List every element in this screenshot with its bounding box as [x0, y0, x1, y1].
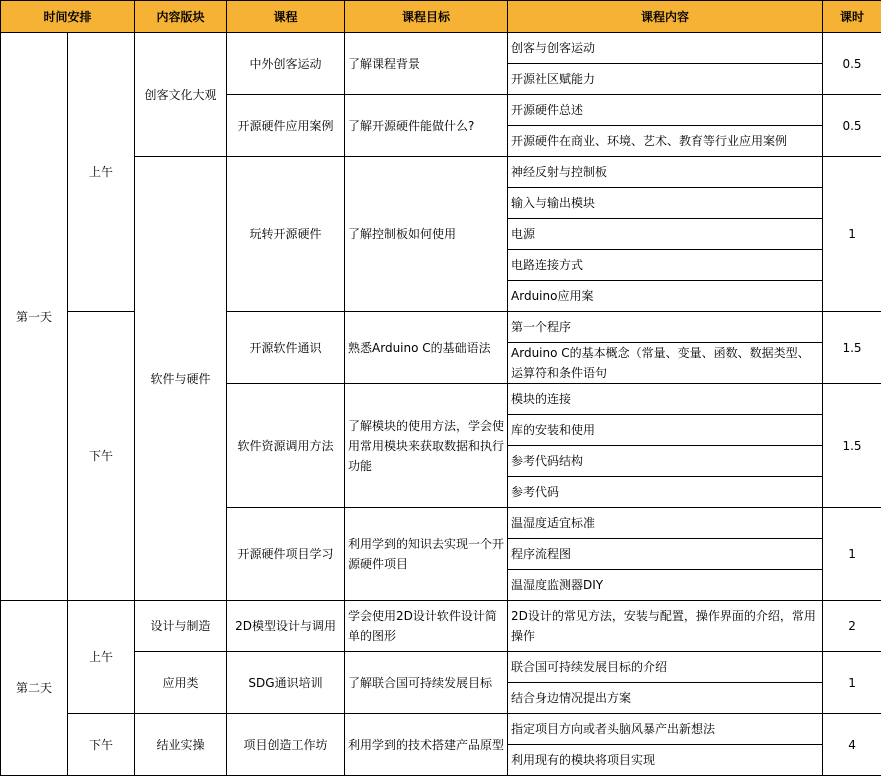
hours-cell: 1.5	[823, 384, 881, 508]
day-cell: 第二天	[1, 601, 68, 776]
course-cell: 开源软件通识	[227, 312, 345, 384]
period-cell: 上午	[68, 33, 135, 312]
hours-cell: 0.5	[823, 33, 881, 95]
content-cell: 模块的连接	[508, 384, 823, 415]
hours-cell: 0.5	[823, 95, 881, 157]
goal-cell: 学会使用2D设计软件设计简单的图形	[345, 601, 508, 652]
module-cell: 设计与制造	[135, 601, 227, 652]
table-row	[1, 33, 881, 64]
content-cell: 库的安装和使用	[508, 415, 823, 446]
content-cell: 神经反射与控制板	[508, 157, 823, 188]
content-cell: 指定项目方向或者头脑风暴产出新想法	[508, 714, 823, 745]
course-cell: 玩转开源硬件	[227, 157, 345, 312]
module-cell: 结业实操	[135, 714, 227, 776]
hours-cell: 4	[823, 714, 881, 776]
course-cell: 开源硬件项目学习	[227, 508, 345, 601]
hours-cell: 1	[823, 508, 881, 601]
goal-cell: 利用学到的知识去实现一个开源硬件项目	[345, 508, 508, 601]
goal-cell: 熟悉Arduino C的基础语法	[345, 312, 508, 384]
header-goal: 课程目标	[345, 1, 508, 33]
period-cell: 上午	[68, 601, 135, 714]
content-cell: 输入与输出模块	[508, 188, 823, 219]
course-cell: 项目创造工作坊	[227, 714, 345, 776]
content-cell: 参考代码	[508, 477, 823, 508]
header-row	[1, 1, 881, 33]
content-cell: 利用现有的模块将项目实现	[508, 745, 823, 776]
header-module: 内容版块	[135, 1, 227, 33]
goal-cell: 了解课程背景	[345, 33, 508, 95]
goal-cell: 利用学到的技术搭建产品原型	[345, 714, 508, 776]
course-cell: SDG通识培训	[227, 652, 345, 714]
content-cell: 2D设计的常见方法，安装与配置，操作界面的介绍，常用操作	[508, 601, 823, 652]
module-cell: 应用类	[135, 652, 227, 714]
hours-cell: 1	[823, 157, 881, 312]
day-cell: 第一天	[1, 33, 68, 601]
content-cell: Arduino C的基本概念（常量、变量、函数、数据类型、运算符和条件语句	[508, 343, 823, 384]
hours-cell: 2	[823, 601, 881, 652]
header-content: 课程内容	[508, 1, 823, 33]
header-hours: 课时	[823, 1, 881, 33]
course-cell: 中外创客运动	[227, 33, 345, 95]
hours-cell: 1	[823, 652, 881, 714]
module-cell: 创客文化大观	[135, 33, 227, 157]
content-cell: 开源硬件在商业、环境、艺术、教育等行业应用案例	[508, 126, 823, 157]
period-cell: 下午	[68, 714, 135, 776]
goal-cell: 了解联合国可持续发展目标	[345, 652, 508, 714]
goal-cell: 了解开源硬件能做什么?	[345, 95, 508, 157]
content-cell: 开源社区赋能力	[508, 64, 823, 95]
content-cell: 电路连接方式	[508, 250, 823, 281]
table-row	[1, 312, 881, 343]
goal-cell: 了解模块的使用方法，学会使用常用模块来获取数据和执行功能	[345, 384, 508, 508]
content-cell: Arduino应用案	[508, 281, 823, 312]
module-cell: 软件与硬件	[135, 157, 227, 601]
table-row	[1, 714, 881, 745]
period-cell: 下午	[68, 312, 135, 601]
content-cell: 第一个程序	[508, 312, 823, 343]
content-cell: 温湿度监测器DIY	[508, 570, 823, 601]
content-cell: 创客与创客运动	[508, 33, 823, 64]
content-cell: 程序流程图	[508, 539, 823, 570]
course-cell: 开源硬件应用案例	[227, 95, 345, 157]
content-cell: 联合国可持续发展目标的介绍	[508, 652, 823, 683]
content-cell: 电源	[508, 219, 823, 250]
goal-cell: 了解控制板如何使用	[345, 157, 508, 312]
course-cell: 2D模型设计与调用	[227, 601, 345, 652]
table-row	[1, 601, 881, 652]
content-cell: 开源硬件总述	[508, 95, 823, 126]
header-course: 课程	[227, 1, 345, 33]
course-cell: 软件资源调用方法	[227, 384, 345, 508]
content-cell: 参考代码结构	[508, 446, 823, 477]
header-time: 时间安排	[1, 1, 135, 33]
content-cell: 结合身边情况提出方案	[508, 683, 823, 714]
content-cell: 温湿度适宜标准	[508, 508, 823, 539]
hours-cell: 1.5	[823, 312, 881, 384]
